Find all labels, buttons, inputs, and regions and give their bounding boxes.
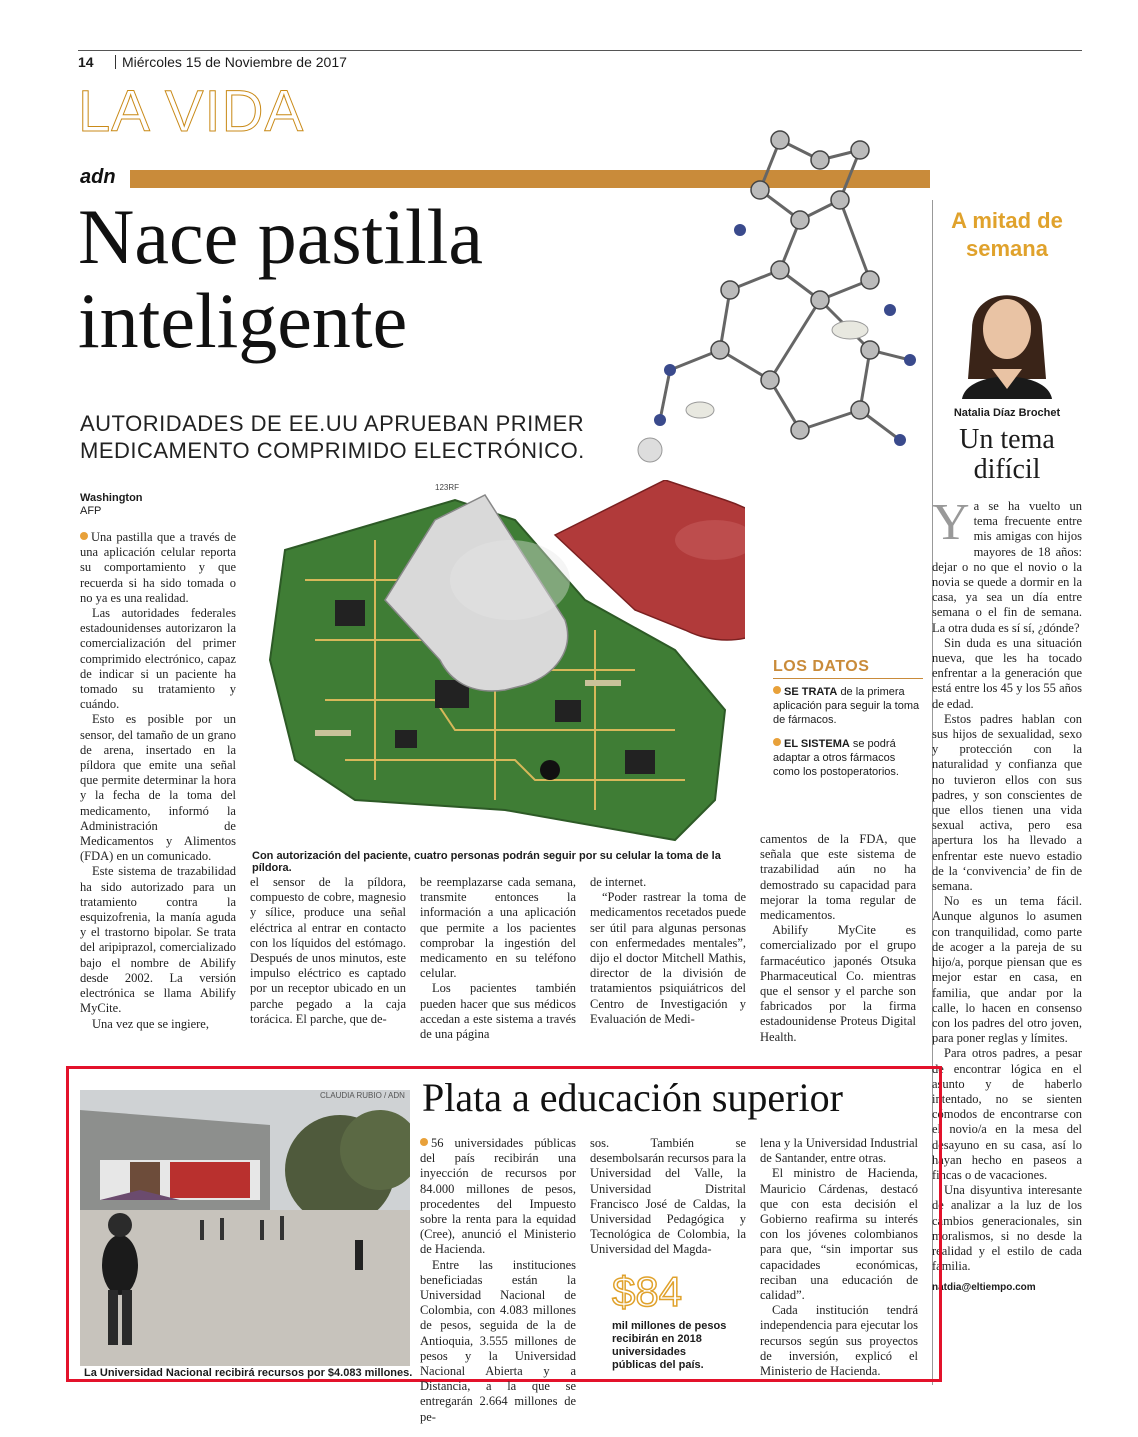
bullet-icon bbox=[773, 686, 781, 694]
column-body bbox=[932, 494, 1082, 1274]
top-rule bbox=[78, 50, 1082, 51]
paragraph: lena y la Universidad Industrial de Santander, entre otras. bbox=[760, 1136, 918, 1166]
article-column-1 bbox=[80, 530, 236, 1032]
fact-text: mil millones de pesos recibirán en 2018 universidades públicas del país. bbox=[612, 1320, 727, 1371]
kicker-line-2: semana bbox=[966, 236, 1048, 261]
subhead-line-2: MEDICAMENTO COMPRIMIDO ELECTRÓNICO. bbox=[80, 438, 585, 463]
education-column-2 bbox=[590, 1136, 746, 1258]
agency: AFP bbox=[80, 505, 102, 517]
dateline: Washington bbox=[80, 492, 143, 504]
paragraph-text: a se ha vuelto un tema frecuente entre mis amigas con hijos mayores de 18 años: dejar o no que el novio o la novia se quede a dormir en la casa, ya sea un día entre semana o el fin de semana. La otra duda es sí sí, ¿dónde? bbox=[932, 499, 1082, 635]
paragraph bbox=[420, 1136, 576, 1258]
headline-line-1: Nace pastilla bbox=[78, 193, 483, 280]
paragraph: camentos de la FDA, que señala que este sistema de trazabilidad aún no ha demostrado su capacidad para mejorar la toma regular de medicamentos. bbox=[760, 832, 916, 923]
paragraph: Sin duda es una situación nueva, que les ha tocado enfrentar a la generación que está entre los 45 y los 55 años de edad. bbox=[932, 635, 1082, 711]
paragraph: sos. También se desembolsarán recursos para la Universidad del Valle, la Universidad Distrital Francisco José de Caldas, la Universidad Pedagógica y Tecnológica de Colombia, la Universidad del Magda- bbox=[590, 1136, 746, 1257]
datos-item-1-lead: SE TRATA bbox=[784, 686, 838, 698]
article-column-4 bbox=[590, 875, 746, 1027]
header-divider bbox=[115, 55, 116, 69]
los-datos-rule bbox=[773, 678, 923, 679]
page-number: 14 bbox=[78, 54, 94, 70]
article-column-3 bbox=[420, 875, 576, 1042]
paragraph: “Poder rastrear la toma de medicamentos recetados puede ser útil para algunas personas con enfermedades mentales”, dijo el doctor Mitchell Mathis, director de la división de tratamientos psiquiátricos del Centro de Investigación y Evaluación de Medi- bbox=[590, 890, 746, 1026]
paragraph: Las autoridades federales estadounidenses autorizaron la comercialización del primer comprimido electrónico, capaz de indicar si un paciente ha tomado su tratamiento y cuándo. bbox=[80, 606, 236, 712]
paragraph-text: 56 universidades públicas del país recibirán una inyección de recursos por 84.000 millones de pesos, procedentes del Impuesto sobre la renta para la equidad (Cree), anunció el Ministerio de Hacienda. bbox=[420, 1136, 576, 1257]
headline bbox=[78, 195, 638, 363]
bullet-icon bbox=[80, 532, 88, 540]
photo-caption: Con autorización del paciente, cuatro personas podrán seguir por su celular la toma de la píldora. bbox=[252, 850, 721, 874]
fact-box bbox=[612, 1270, 732, 1372]
subheadline bbox=[80, 410, 585, 464]
paragraph: Estos padres hablan con sus hijos de sexualidad, sexo y protección con la naturalidad y confianza que no tuvieron ellos con sus padres, y son conscientes de que ellos tienen una vida sexual activa, pero esa apertura los ha llevado a enfrentar este nuevo estadio de la ‘convivencia’ de fin de semana. bbox=[932, 711, 1082, 894]
paragraph: Una vez que se ingiere, bbox=[92, 1016, 209, 1031]
university-photo bbox=[80, 1090, 410, 1366]
column-kicker bbox=[932, 207, 1082, 263]
photo-credit: CLAUDIA RUBIO / ADN bbox=[320, 1091, 405, 1100]
article-column-2 bbox=[250, 875, 406, 1027]
datos-item-2-text: se podrá adaptar a otros fármacos como los postoperatorios. bbox=[773, 738, 899, 778]
education-headline: Plata a educación superior bbox=[422, 1075, 843, 1120]
molecule-illustration bbox=[630, 120, 930, 480]
paragraph: Este sistema de trazabilidad ha sido autorizado para un tratamiento contra la esquizofrenia, la manía aguda y el trastorno bipolar. Se trata del aripiprazol, comercializado bajo el nombre de Abilify desde 2002. La versión electrónica se llama Abilify MyCite. bbox=[80, 864, 236, 1016]
column-title-line-1: Un tema bbox=[959, 424, 1055, 455]
paragraph: Abilify MyCite es comercializado por el grupo farmacéutico japonés Otsuka Pharmaceutical Co. mientras que el sensor y el parche son fabricados por la firma estadounidense Proteus Digital Health. bbox=[760, 923, 916, 1044]
datos-item-1-text: de la primera aplicación para seguir la toma de fármacos. bbox=[773, 686, 920, 726]
paragraph: Cada institución tendrá independencia para ejecutar los recursos según sus proyectos de inversión, explicó el Ministerio de Hacienda. bbox=[760, 1303, 918, 1379]
headline-line-2: inteligente bbox=[78, 277, 408, 364]
date-line: Miércoles 15 de Noviembre de 2017 bbox=[122, 54, 347, 70]
column-title-line-2: difícil bbox=[973, 454, 1041, 485]
subhead-line-1: AUTORIDADES DE EE.UU APRUEBAN PRIMER bbox=[80, 411, 585, 436]
paragraph bbox=[932, 494, 1082, 636]
paragraph: el sensor de la píldora, compuesto de cobre, magnesio y sílice, produce una señal eléctrica al entrar en contacto con los líquidos del estómago. Después de unos minutos, este impulso eléctrico es captado por un receptor ubicado en un parche pegado a la caja torácica. El parche, que de- bbox=[250, 875, 406, 1026]
author-email: natdia@eltiempo.com bbox=[932, 1282, 1036, 1294]
paragraph: Esto es posible por un sensor, del tamaño de un grano de arena, insertado en la píldora que emite una señal que permite determinar la hora y la fecha de la toma del medicamento, informó la Administración de Medicamentos y Alimentos (FDA) en un comunicado. bbox=[80, 712, 236, 864]
author-name: Natalia Díaz Brochet bbox=[953, 407, 1061, 419]
paragraph: Una disyuntiva interesante de analizar a la luz de los cambios generacionales, sin moralismos, si no desde la realidad y el estilo de cada familia. bbox=[932, 1183, 1082, 1274]
section-title: LA VIDA bbox=[78, 79, 305, 144]
bullet-icon bbox=[773, 738, 781, 746]
paragraph: be reemplazarse cada semana, transmite entonces la información a una aplicación que permite a los pacientes comprobar la ingestión del medicamento en su teléfono celular. bbox=[420, 875, 576, 981]
paragraph: Entre las instituciones beneficiadas están la Universidad Nacional de Colombia, con 4.083 millones de pesos, seguida de la de Antioquia, 3.555 millones de pesos y la Universidad Nacional Abierta y a Distancia, a la que se entregarán 2.664 millones de pe- bbox=[420, 1257, 576, 1424]
article-column-5 bbox=[760, 832, 916, 1045]
los-datos-box bbox=[773, 658, 923, 779]
photo-credit: 123RF bbox=[435, 483, 460, 492]
education-column-1 bbox=[420, 1136, 576, 1425]
pill-circuit-photo bbox=[255, 480, 745, 850]
paragraph: de internet. bbox=[590, 875, 647, 889]
paragraph: Los pacientes también pueden hacer que sus médicos accedan a este sistema a través de una página bbox=[420, 981, 576, 1042]
kicker-line-1: A mitad de bbox=[951, 208, 1063, 233]
drop-cap: Y bbox=[932, 494, 970, 551]
paragraph bbox=[80, 530, 236, 606]
paragraph: No es un tema fácil. Aunque algunos lo asumen con tranquilidad, como parte de acoger a la pareja de su hijo/a, porque piensan que es mejor estar en casa, en familia, que andar por la calle, lo hacen en consenso con los padres del otro joven, para poner reglas y límites. bbox=[932, 894, 1082, 1046]
paragraph: Para otros padres, a pesar de encontrar lógica en el asunto y de haberlo intentado, no se sienten cómodos de encontrarse con el novio/a en la mesa del desayuno en su casa, así lo hayan hecho en paseos a fincas o de vacaciones. bbox=[932, 1046, 1082, 1182]
datos-item-1 bbox=[773, 685, 923, 727]
column-title bbox=[932, 425, 1082, 485]
datos-item-2 bbox=[773, 737, 923, 779]
education-column-3 bbox=[760, 1136, 918, 1379]
paragraph: El ministro de Hacienda, Mauricio Cárdenas, destacó que con esta decisión el Gobierno reafirma su interés con los jóvenes colombianos para que, “sin importar sus capacidades económicas, reciban una educación de calidad”. bbox=[760, 1166, 918, 1303]
photo-caption: La Universidad Nacional recibirá recursos por $4.083 millones. bbox=[84, 1367, 413, 1379]
los-datos-title: LOS DATOS bbox=[773, 658, 870, 675]
fact-number: $84 bbox=[612, 1268, 683, 1315]
author-photo bbox=[942, 269, 1072, 399]
paragraph-text: Una pastilla que a través de una aplicación celular reporta su comportamiento y que recuerda si ha sido tomada o no ya es una realidad. bbox=[80, 530, 236, 605]
adn-logo: adn bbox=[80, 166, 116, 188]
bullet-icon bbox=[420, 1138, 428, 1146]
datos-item-2-lead: EL SISTEMA bbox=[784, 738, 850, 750]
opinion-sidebar bbox=[932, 195, 1082, 1293]
